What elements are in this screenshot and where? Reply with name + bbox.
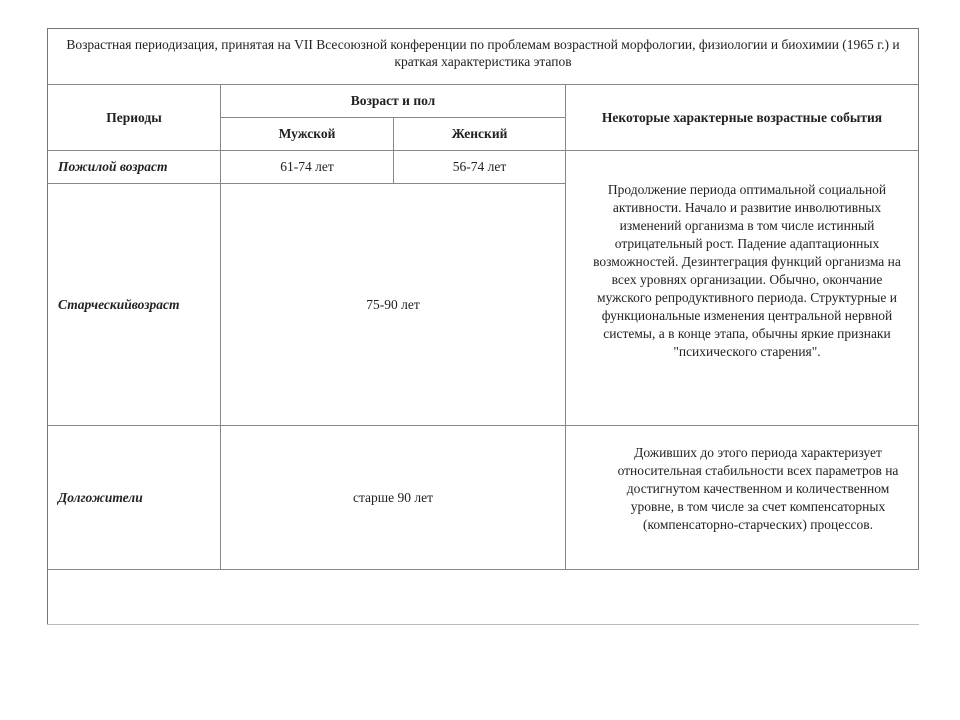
events-longlivers: Доживших до этого периода характеризует относительная стабильности всех параметров на достигнутом качественном и количественном уровне, в том числе за счет компенсаторных (компенсаторно-старческих) процессов. bbox=[617, 445, 899, 532]
period-senile: Старческийвозраст bbox=[58, 296, 180, 312]
table-caption: Возрастная периодизация, принятая на VII Всесоюзной конференции по проблемам возрастной морфологии, физиологии и биохимии (1965 г.) и краткая характеристика этапов bbox=[66, 37, 900, 69]
header-periods: Периоды bbox=[106, 109, 162, 125]
elderly-male-age: 61-74 лет bbox=[280, 159, 334, 174]
table-border-top bbox=[47, 28, 919, 29]
events-elderly-senile: Продолжение периода оптимальной социальной активности. Начало и развитие инволютивных изменений организма в том числе истинный отрицательный рост. Падение адаптационных возможностей. Дезинтеграция функций организма на всех уровнях организации. Обычно, окончание мужского репродуктивного периода. Структурные и функциональные изменения центральной нервной системы, а в конце этапа, обычны яркие признаки "психического старения". bbox=[593, 182, 901, 359]
period-elderly: Пожилой возраст bbox=[58, 159, 168, 174]
header-male: Мужской bbox=[278, 126, 336, 141]
elderly-female-age: 56-74 лет bbox=[452, 159, 507, 174]
longlivers-age: старше 90 лет bbox=[352, 489, 434, 505]
senile-age: 75-90 лет bbox=[366, 296, 420, 312]
periodization-table bbox=[47, 28, 919, 626]
table-border-right bbox=[918, 28, 919, 569]
header-female: Женский bbox=[451, 126, 508, 141]
rule-after-longlivers bbox=[47, 569, 919, 570]
header-age-sex: Возраст и пол bbox=[350, 93, 436, 108]
period-longlivers: Долгожители bbox=[58, 489, 143, 505]
header-events: Некоторые характерные возрастные события bbox=[601, 109, 883, 125]
table-border-bottom bbox=[47, 624, 919, 625]
